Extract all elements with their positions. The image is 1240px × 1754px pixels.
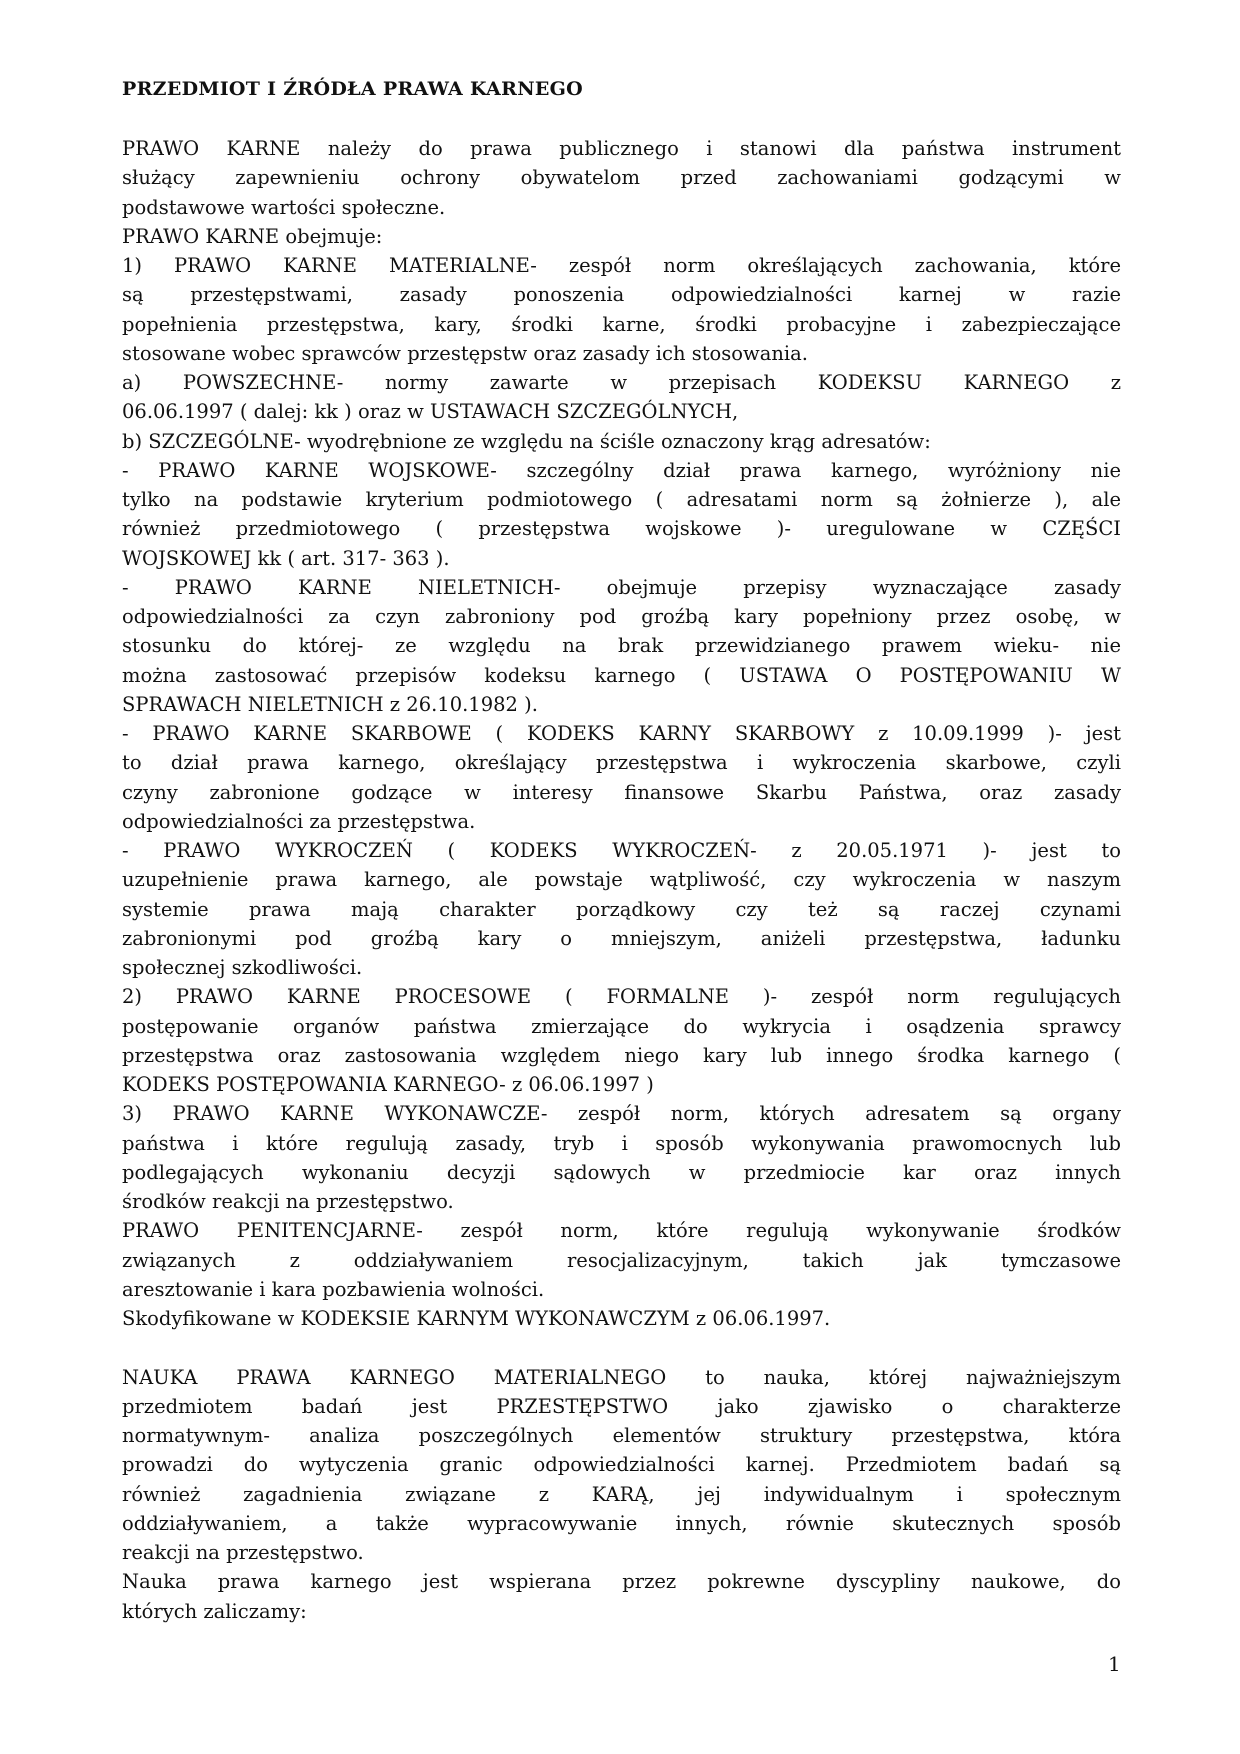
text-line: - PRAWO KARNE WOJSKOWE- szczególny dział prawa karnego, wyróżniony nie [122,458,1121,482]
blank-line [122,1333,1121,1362]
text-line: tylko na podstawie kryterium podmiotowego ( adresatami norm są żołnierze ), ale [122,488,1121,511]
text-line: podstawowe wartości społeczne. [122,195,446,219]
text-line: Nauka prawa karnego jest wspierana przez pokrewne dyscypliny naukowe, do [122,1570,1121,1594]
text-line: aresztowanie i kara pozbawienia wolności. [122,1277,545,1301]
text-line: - PRAWO KARNE NIELETNICH- obejmuje przepisy wyznaczające zasady [122,575,1121,599]
paragraph [122,134,1121,222]
text-line: normatywnym- analiza poszczególnych elementów struktury przestępstwa, która [122,1424,1121,1447]
paragraph [122,1567,1121,1626]
text-line: NAUKA PRAWA KARNEGO MATERIALNEGO to nauka, której najważniejszym [122,1365,1121,1389]
text-line: - PRAWO KARNE SKARBOWE ( KODEKS KARNY SKARBOWY z 10.09.1999 )- jest [122,722,1121,745]
text-line: to dział prawa karnego, określający przestępstwa i wykroczenia skarbowe, czyli [122,751,1121,775]
paragraph [122,1304,1121,1333]
text-line: reakcji na przestępstwo. [122,1541,364,1564]
paragraph [122,1363,1121,1568]
page-number: 1 [1108,1652,1121,1676]
text-line: uzupełnienie prawa karnego, ale powstaje wątpliwość, czy wykroczenia w naszym [122,868,1121,892]
text-line: również zagadnienia związane z KARĄ, jej indywidualnym i społecznym [122,1482,1121,1506]
text-line: państwa i które regulują zasady, tryb i sposób wykonywania prawomocnych lub [122,1131,1121,1155]
paragraph [122,368,1121,427]
text-line: 2) PRAWO KARNE PROCESOWE ( FORMALNE )- zespół norm regulujących [122,985,1121,1009]
text-line: prowadzi do wytyczenia granic odpowiedzialności karnej. Przedmiotem badań są [122,1453,1121,1477]
text-line: 06.06.1997 ( dalej: kk ) oraz w USTAWACH SZCZEGÓLNYCH, [122,400,739,424]
text-line: - PRAWO WYKROCZEŃ ( KODEKS WYKROCZEŃ- z 20.05.1971 )- jest to [122,839,1121,862]
text-line: a) POWSZECHNE- normy zawarte w przepisach KODEKSU KARNEGO z [122,371,1121,394]
text-line: odpowiedzialności za czyn zabroniony pod groźbą kary popełniony przez osobę, w [122,605,1121,628]
text-line: WOJSKOWEJ kk ( art. 317- 363 ). [122,546,450,570]
text-line: PRAWO KARNE obejmuje: [122,224,383,248]
text-line: KODEKS POSTĘPOWANIA KARNEGO- z 06.06.1997 ) [122,1073,654,1096]
text-line: których zaliczamy: [122,1599,307,1623]
paragraph [122,427,1121,456]
text-line: zabronionymi pod groźbą kary o mniejszym, aniżeli przestępstwa, ładunku [122,926,1121,950]
text-line: odpowiedzialności za przestępstwa. [122,809,476,833]
text-line: stosowane wobec sprawców przestępstw oraz zasady ich stosowania. [122,341,808,365]
text-line: stosunku do której- ze względu na brak przewidzianego prawem wieku- nie [122,634,1121,658]
text-line: popełnienia przestępstwa, kary, środki karne, środki probacyjne i zabezpieczające [122,312,1121,336]
text-line: można zastosować przepisów kodeksu karnego ( USTAWA O POSTĘPOWANIU W [122,663,1121,687]
paragraph [122,573,1121,719]
paragraph [122,456,1121,573]
text-line: społecznej szkodliwości. [122,956,363,979]
text-line: Skodyfikowane w KODEKSIE KARNYM WYKONAWCZYM z 06.06.1997. [122,1307,831,1330]
paragraph [122,836,1121,982]
paragraph [122,1099,1121,1216]
text-line: systemie prawa mają charakter porządkowy czy też są raczej czynami [122,897,1121,921]
text-line: PRAWO KARNE należy do prawa publicznego i stanowi dla państwa instrument [122,137,1121,160]
document-title: PRZEDMIOT I ŹRÓDŁA PRAWA KARNEGO [122,78,584,100]
text-line: przestępstwa oraz zastosowania względem niego kary lub innego środka karnego ( [122,1043,1121,1067]
text-line: podlegających wykonaniu decyzji sądowych w przedmiocie kar oraz innych [122,1160,1121,1184]
text-line: PRAWO PENITENCJARNE- zespół norm, które regulują wykonywanie środków [122,1219,1121,1243]
paragraph [122,982,1121,1099]
paragraph [122,251,1121,368]
text-line: czyny zabronione godzące w interesy finansowe Skarbu Państwa, oraz zasady [122,780,1121,804]
text-line: oddziaływaniem, a także wypracowywanie innych, równie skutecznych sposób [122,1511,1121,1535]
text-line: przedmiotem badań jest PRZESTĘPSTWO jako zjawisko o charakterze [122,1394,1121,1418]
paragraph [122,222,1121,251]
text-line: 1) PRAWO KARNE MATERIALNE- zespół norm określających zachowania, które [122,254,1121,277]
paragraph [122,719,1121,836]
text-line: środków reakcji na przestępstwo. [122,1190,454,1213]
text-line: SPRAWACH NIELETNICH z 26.10.1982 ). [122,692,538,716]
text-line: postępowanie organów państwa zmierzające do wykrycia i osądzenia sprawcy [122,1014,1121,1038]
text-line: b) SZCZEGÓLNE- wyodrębnione ze względu na ściśle oznaczony krąg adresatów: [122,429,931,453]
text-line: 3) PRAWO KARNE WYKONAWCZE- zespół norm, których adresatem są organy [122,1102,1121,1126]
text-line: również przedmiotowego ( przestępstwa wojskowe )- uregulowane w CZĘŚCI [122,517,1121,541]
paragraph [122,1216,1121,1304]
text-line: służący zapewnieniu ochrony obywatelom przed zachowaniami godzącymi w [122,166,1121,190]
document-body [122,134,1121,1626]
text-line: są przestępstwami, zasady ponoszenia odpowiedzialności karnej w razie [122,283,1121,307]
text-line: związanych z oddziaływaniem resocjalizacyjnym, takich jak tymczasowe [122,1248,1121,1272]
